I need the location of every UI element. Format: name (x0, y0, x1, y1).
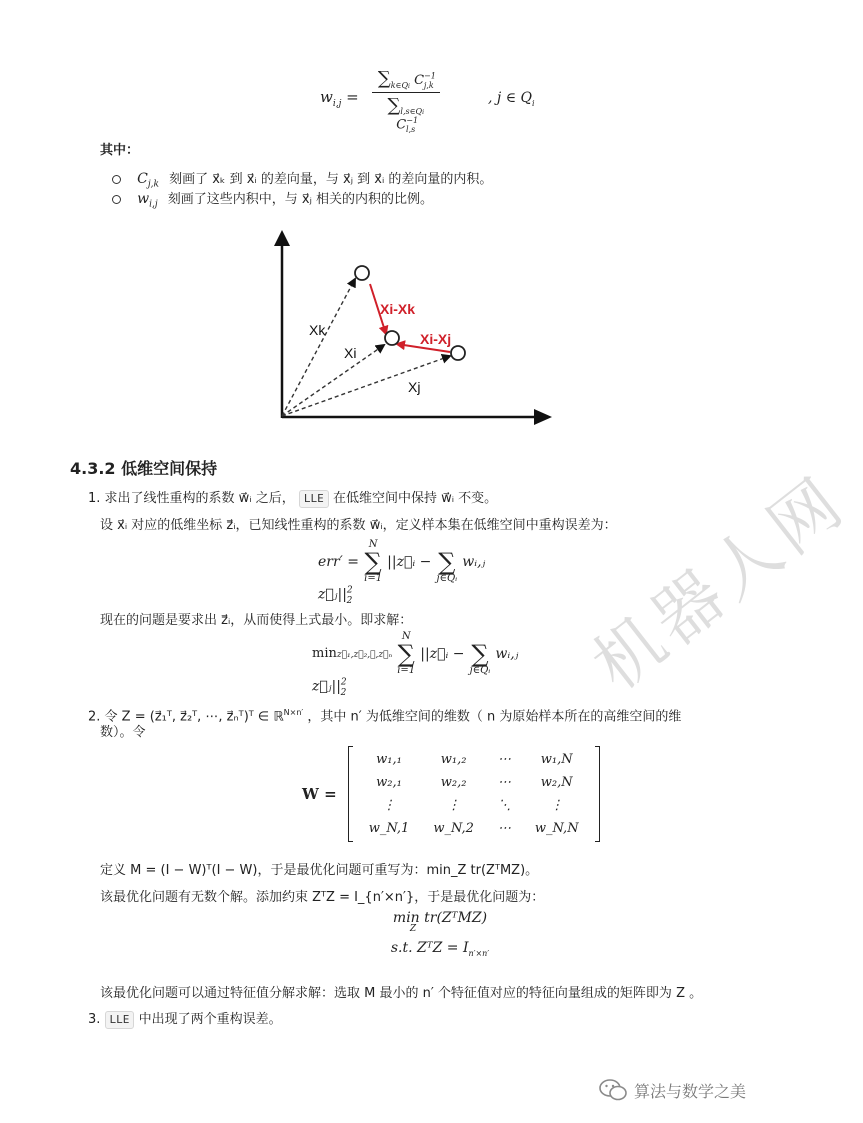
footer-logo (598, 1078, 746, 1102)
x-axis-arrow-icon (534, 409, 552, 425)
point-xk (355, 266, 369, 280)
equation-min: minz⃗₁,z⃗₂,⋯,z⃗ₙ N ∑ i=1 ||z⃗ᵢ − ∑ j∈Qᵢ wᵢ,ⱼ $z⃗ⱼ||^2_2$ (312, 631, 519, 699)
code-lle: LLE (105, 1011, 135, 1029)
item-3: 3. LLE 中出现了两个重构误差。 (88, 1012, 282, 1027)
paragraph-1: 设 x⃗ᵢ 对应的低维坐标 z⃗ᵢ，已知线性重构的系数 w⃗ᵢ，定义样本集在低维空间中重构误差为： (100, 518, 617, 533)
vector-xj (282, 356, 450, 416)
section-heading: 4.3.2 低维空间保持 (70, 459, 218, 478)
item-2: 2. 令 Z = (z⃗₁ᵀ, z⃗₂ᵀ, ⋯, z⃗ₙᵀ)ᵀ ∈ ℝ$^{N\times n'}$ ，其中 n′ 为低维空间的维数（ n 为原始样本所在的高维空间的维 (88, 708, 682, 725)
vector-diagram (262, 228, 558, 428)
wechat-icon (598, 1078, 628, 1102)
bullet-icon (112, 195, 121, 204)
code-lle: LLE (299, 490, 329, 508)
footer-text: 算法与数学之美 (634, 1081, 747, 1101)
label-xi-xk: Xi-Xk (380, 301, 416, 317)
label-xi: Xi (344, 345, 357, 361)
y-axis-arrow-icon (274, 230, 290, 246)
vector-xi (282, 345, 384, 416)
item-1: 1. 求出了线性重构的系数 w⃗ᵢ 之后， LLE 在低维空间中保持 w⃗ᵢ 不变。 (88, 491, 498, 506)
bullet-item-c: $C_{j,k}$ 刻画了 x⃗ₖ 到 x⃗ᵢ 的差向量，与 x⃗ⱼ 到 x⃗ᵢ 的差向量的内积。 (112, 170, 492, 194)
paragraph-2: 现在的问题是要求出 z⃗ᵢ，从而使得上式最小。即求解： (100, 613, 413, 628)
where-label: 其中： (100, 143, 140, 158)
label-xj: Xj (408, 379, 421, 395)
top-formula: $w_{i,j}$ = $\frac{\sum_{k\in Qi} C^{-1}_{j,k}}{\sum_{l,s\in Qi} C^{-1}_{l,s}}$ , j ∈ $Q_i$ (320, 68, 535, 135)
equation-err: err′ = N ∑ i=1 ||z⃗ᵢ − ∑ j∈Qᵢ wᵢ,ⱼ $z⃗ⱼ||^2_2$ (318, 539, 486, 607)
bullet-icon (112, 175, 121, 184)
watermark: 机器人网 (579, 461, 862, 707)
item-2-cont: 数）。令 (100, 725, 146, 740)
paragraph-5: 该最优化问题可以通过特征值分解求解：选取 M 最小的 n′ 个特征值对应的特征向量组成的矩阵即为 Z 。 (100, 986, 703, 1001)
bullet-item-w: $w_{i,j}$ 刻画了这些内积中，与 x⃗ⱼ 相关的内积的比例。 (112, 190, 433, 214)
equation-optimization: min tr(ZᵀMZ) Z s.t. ZᵀZ = $I_{n'\times n'}$ (390, 910, 490, 958)
paragraph-3: 定义 M = (I − W)ᵀ(I − W)，于是最优化问题可重写为：min_Z tr(ZᵀMZ)。 (100, 863, 539, 878)
point-xj (451, 346, 465, 360)
label-xi-xj: Xi-Xj (420, 331, 452, 347)
paragraph-4: 该最优化问题有无数个解。添加约束 ZᵀZ = I_{n′×n′}，于是最优化问题为： (100, 890, 545, 905)
matrix-w: W = w₁,₁ w₁,₂ ⋯ w₁,N w₂,₁ w₂,₂ ⋯ w₂,N ⋮ ⋮ ⋱ ⋮ w_N,1 w_N,2 ⋯ w_N,N (302, 746, 600, 842)
point-xi (385, 331, 399, 345)
label-xk: Xk (309, 322, 326, 338)
